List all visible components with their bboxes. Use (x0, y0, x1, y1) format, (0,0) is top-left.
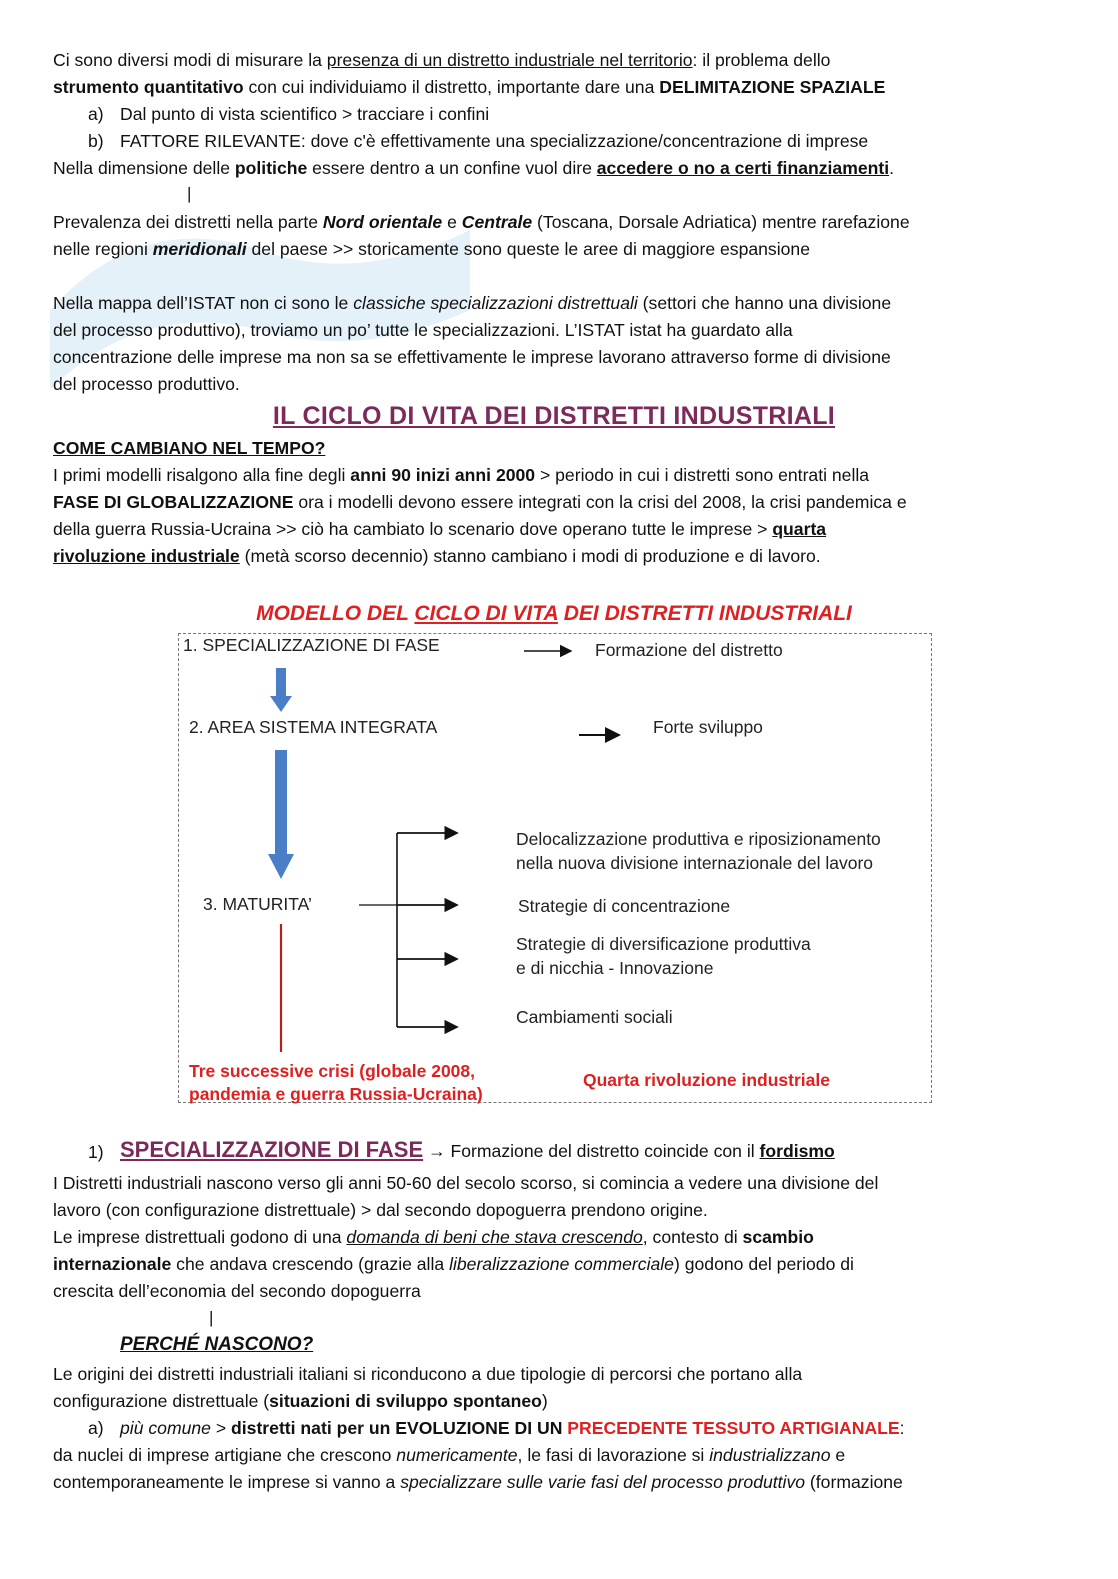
list-marker: a) (88, 104, 104, 124)
section-number: 1) (88, 1142, 104, 1162)
text-line: Le imprese distrettuali godono di una domanda di beni che stava crescendo, contesto di scambio (53, 1227, 814, 1247)
pipe-separator: | (209, 1308, 214, 1327)
text-line: rivoluzione industriale (metà scorso decennio) stanno cambiano i modi di produzione e di lavoro. (53, 546, 821, 566)
branch-1-line-2: nella nuova divisione internazionale del lavoro (516, 853, 874, 873)
stage-2-label: 2. AREA SISTEMA INTEGRATA (189, 717, 438, 737)
fourth-revolution-label: Quarta rivoluzione industriale (583, 1070, 830, 1090)
crisis-line-2: pandemia e guerra Russia-Ucraina) (189, 1084, 483, 1104)
figure-title: MODELLO DEL CICLO DI VITA DEI DISTRETTI INDUSTRIALI (256, 602, 852, 625)
branch-1-line-1: Delocalizzazione produttiva e riposizionamento (516, 829, 881, 849)
text-line: crescita dell’economia del secondo dopoguerra (53, 1281, 421, 1301)
text-line: internazionale che andava crescendo (grazie alla liberalizzazione commerciale) godono del periodo di (53, 1254, 854, 1274)
branch-3-line-2: e di nicchia - Innovazione (516, 958, 714, 978)
text-line: Nella dimensione delle politiche essere dentro a un confine vuol dire accedere o no a certi finanziamenti. (53, 158, 895, 178)
text-line: lavoro (con configurazione distrettuale) > dal secondo dopoguerra prendono origine. (53, 1200, 708, 1220)
text-line: strumento quantitativo con cui individuiamo il distretto, importante dare una DELIMITAZIONE SPAZIALE (53, 77, 886, 97)
life-cycle-diagram (178, 633, 932, 1103)
text-line: Nella mappa dell’ISTAT non ci sono le classiche specializzazioni distrettuali (settori che hanno una divisione (53, 293, 892, 313)
text-line: I Distretti industriali nascono verso gli anni 50-60 del secolo scorso, si comincia a vedere una divisione del (53, 1173, 879, 1193)
stage-2-outcome: Forte sviluppo (653, 717, 763, 737)
text-line: Le origini dei distretti industriali italiani si riconducono a due tipologie di percorsi che portano alla (53, 1364, 803, 1384)
stage-1-label: 1. SPECIALIZZAZIONE DI FASE (183, 635, 440, 655)
text-line: I primi modelli risalgono alla fine degli anni 90 inizi anni 2000 > periodo in cui i distretti sono entrati nella (53, 465, 870, 485)
text-line: contemporaneamente le imprese si vanno a specializzare sulle varie fasi del processo produttivo (formazione (53, 1472, 903, 1492)
branch-2: Strategie di concentrazione (518, 896, 731, 916)
list-marker: b) (88, 131, 104, 151)
text-line: del processo produttivo), troviamo un po’ tutte le specializzazioni. L’ISTAT istat ha guardato alla (53, 320, 793, 340)
text-line: del processo produttivo. (53, 374, 240, 394)
list-item: più comune > distretti nati per un EVOLUZIONE DI UN PRECEDENTE TESSUTO ARTIGIANALE: (120, 1418, 905, 1438)
crisis-line-1: Tre successive crisi (globale 2008, (189, 1061, 476, 1081)
text-line: Ci sono diversi modi di misurare la presenza di un distretto industriale nel territorio: il problema dello (53, 50, 831, 70)
text-line: della guerra Russia-Ucraina >> ciò ha cambiato lo scenario dove operano tutte le imprese > quarta (53, 519, 827, 539)
section-1-line: SPECIALIZZAZIONE DI FASE → Formazione del distretto coincide con il fordismo (120, 1137, 835, 1162)
text-line: configurazione distrettuale (situazioni di sviluppo spontaneo) (53, 1391, 548, 1411)
text-line: nelle regioni meridionali del paese >> storicamente sono queste le aree di maggiore espansione (53, 239, 810, 259)
text-line: FASE DI GLOBALIZZAZIONE ora i modelli devono essere integrati con la crisi del 2008, la crisi pandemica e (53, 492, 907, 512)
list-item: FATTORE RILEVANTE: dove c'è effettivamente una specializzazione/concentrazione di imprese (120, 131, 869, 151)
blue-down-arrow (270, 668, 292, 712)
branch-3-line-1: Strategie di diversificazione produttiva (516, 934, 811, 954)
section-heading: IL CICLO DI VITA DEI DISTRETTI INDUSTRIALI (272, 402, 836, 430)
stage-3-label: 3. MATURITA’ (203, 894, 312, 914)
why-heading: PERCHÉ NASCONO? (120, 1334, 314, 1355)
blue-down-arrow (268, 750, 294, 879)
list-item: Dal punto di vista scientifico > tracciare i confini (120, 104, 490, 124)
text-line: da nuclei di imprese artigiane che crescono numericamente, le fasi di lavorazione si industrializzano e (53, 1445, 846, 1465)
pipe-separator: | (187, 184, 192, 203)
list-marker: a) (88, 1418, 104, 1438)
branch-4: Cambiamenti sociali (516, 1007, 673, 1027)
sub-heading: COME CAMBIANO NEL TEMPO? (53, 438, 326, 458)
stage-1-outcome: Formazione del distretto (595, 640, 783, 660)
text-line: Prevalenza dei distretti nella parte Nord orientale e Centrale (Toscana, Dorsale Adriatica) mentre rarefazione (53, 212, 910, 232)
text-line: concentrazione delle imprese ma non sa se effettivamente le imprese lavorano attraverso forme di divisione (53, 347, 891, 367)
